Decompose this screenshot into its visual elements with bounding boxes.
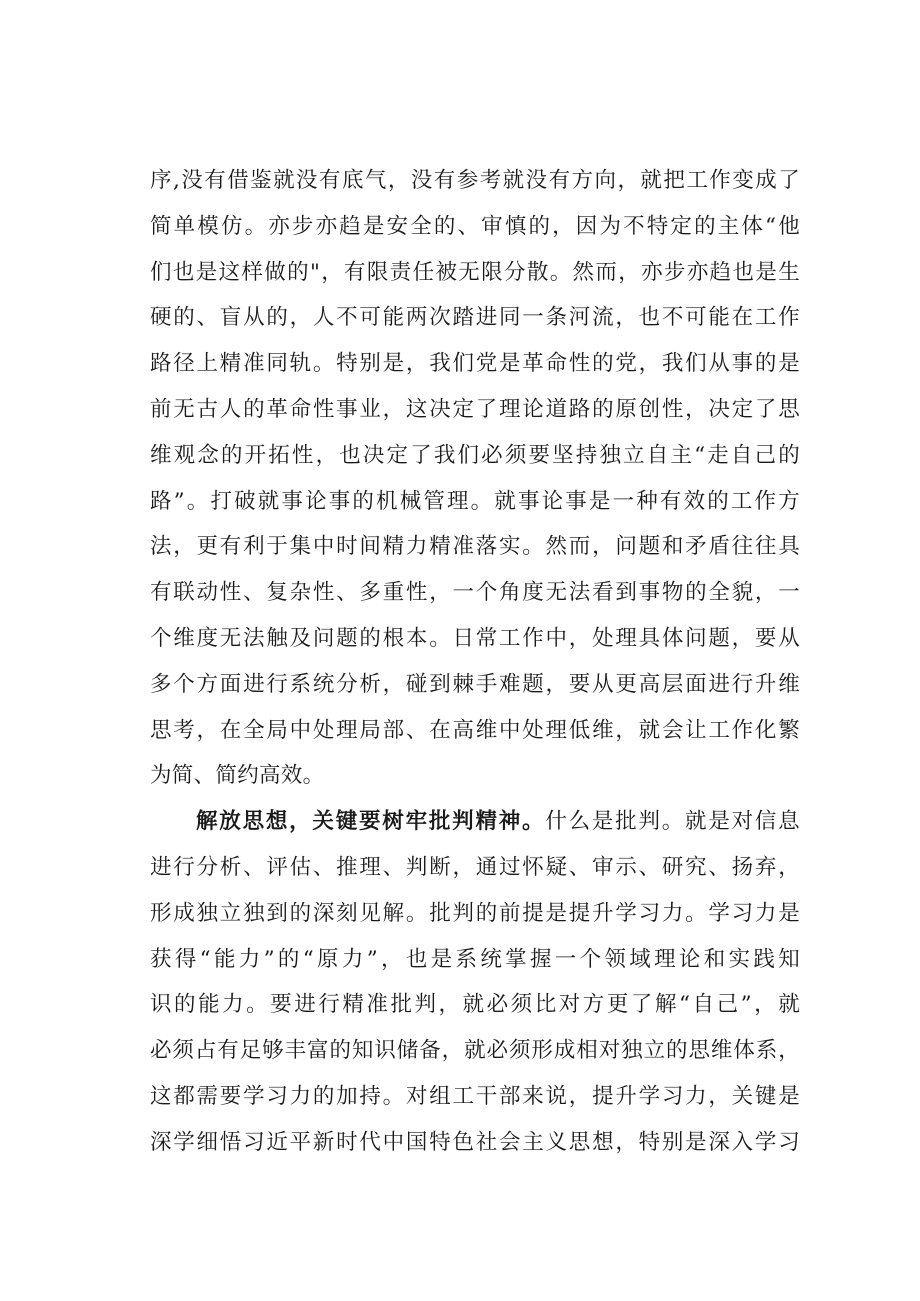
document-body xyxy=(150,158,800,1166)
paragraph-lead-bold: 解放思想，关键要树牢批判精神。 xyxy=(196,809,546,835)
text-line: 形成独立独到的深刻见解。批判的前提是提升学习力。学习力是 xyxy=(150,900,800,926)
text-line: 硬的、盲从的，人不可能两次踏进同一条河流，也不可能在工作 xyxy=(150,305,800,331)
text-line: 这都需要学习力的加持。对组工干部来说，提升学习力，关键是 xyxy=(150,1083,800,1109)
text-line: 深学细悟习近平新时代中国特色社会主义思想，特别是深入学习 xyxy=(150,1129,800,1155)
text-line: 获得“能力”的“原力”，也是系统掌握一个领域理论和实践知 xyxy=(150,946,800,972)
text-line: 个维度无法触及问题的根本。日常工作中，处理具体问题，要从 xyxy=(150,625,800,651)
text-line-first xyxy=(150,799,800,845)
text-line: 法，更有利于集中时间精力精准落实。然而，问题和矛盾往往具 xyxy=(150,534,800,560)
text-line: 进行分析、评估、推理、判断，通过怀疑、审示、研究、扬弃， xyxy=(150,854,800,880)
text-line: 多个方面进行系统分析，碰到棘手难题，要从更高层面进行升维 xyxy=(150,671,800,697)
paragraph-2 xyxy=(150,799,800,1165)
text-line: 识的能力。要进行精准批判，就必须比对方更了解“自己”，就 xyxy=(150,992,800,1018)
paragraph-lead-rest: 什么是批判。就是对信息 xyxy=(545,809,800,835)
text-line: 路径上精准同轨。特别是，我们党是革命性的党，我们从事的是 xyxy=(150,351,800,377)
text-line: 路”。打破就事论事的机械管理。就事论事是一种有效的工作方 xyxy=(150,488,800,514)
text-line: 有联动性、复杂性、多重性，一个角度无法看到事物的全貌，一 xyxy=(150,580,800,606)
text-line: 简单模仿。亦步亦趋是安全的、审慎的，因为不特定的主体“他 xyxy=(150,213,800,239)
text-line: 前无古人的革命性事业，这决定了理论道路的原创性，决定了思 xyxy=(150,396,800,422)
text-line: 们也是这样做的"，有限责任被无限分散。然而，亦步亦趋也是生 xyxy=(150,259,800,285)
paragraph-1 xyxy=(150,158,800,799)
text-line: 思考，在全局中处理局部、在高维中处理低维，就会让工作化繁 xyxy=(150,717,800,743)
text-line: 维观念的开拓性，也决定了我们必须要坚持独立自主“走自己的 xyxy=(150,442,800,468)
text-line: 为简、简约高效。 xyxy=(150,763,325,789)
text-line: 序,没有借鉴就没有底气，没有参考就没有方向，就把工作变成了 xyxy=(150,168,800,193)
text-line: 必须占有足够丰富的知识储备，就必须形成相对独立的思维体系， xyxy=(150,1038,800,1064)
